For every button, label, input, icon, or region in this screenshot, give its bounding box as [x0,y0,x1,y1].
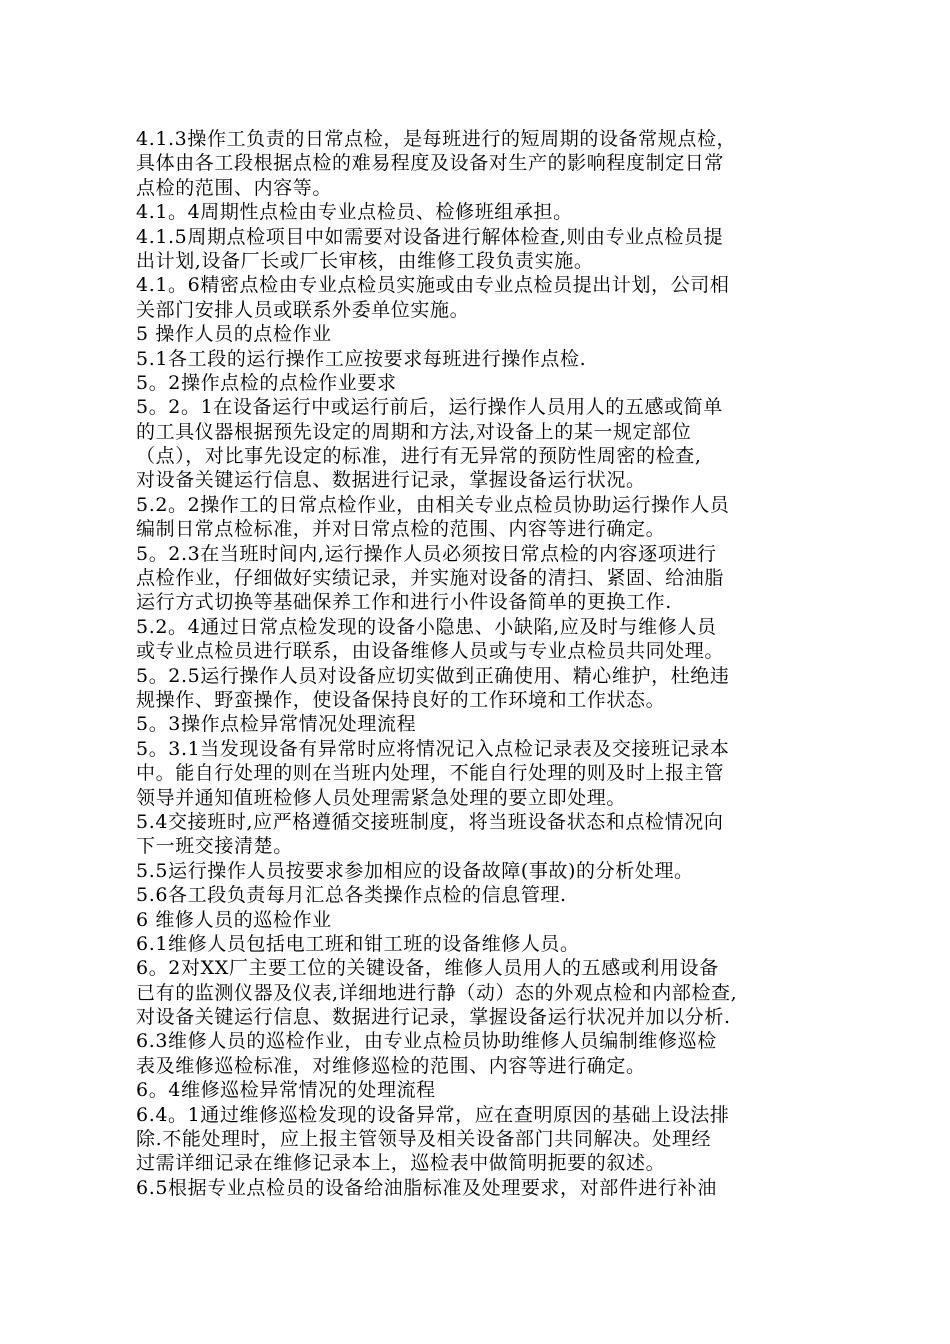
text-line: 5。3操作点检异常情况处理流程 [136,713,417,736]
text-line: 表及维修巡检标准，对维修巡检的范围、内容等进行确定。 [136,1054,646,1077]
text-line: 具体由各工段根据点检的难易程度及设备对生产的影响程度制定日常 [136,152,725,175]
text-line: 编制日常点检标准，并对日常点检的范围、内容等进行确定。 [136,518,666,541]
text-line: 规操作、野蛮操作，使设备保持良好的工作环境和工作状态。 [136,688,666,711]
text-line: 6.1维修人员包括电工班和钳工班的设备维修人员。 [136,932,580,955]
text-line: 5。2.3在当班时间内,运行操作人员必须按日常点检的内容逐项进行 [136,542,717,565]
text-line: 下一班交接清楚。 [136,835,293,858]
text-line: 中。能自行处理的则在当班内处理，不能自行处理的则及时上报主管 [136,762,725,785]
text-line: 过需详细记录在维修记录本上，巡检表中做简明扼要的叙述。 [136,1152,666,1175]
text-line: 关部门安排人员或联系外委单位实施。 [136,298,470,321]
text-line: 5 操作人员的点检作业 [136,323,332,346]
text-line: 6 维修人员的巡检作业 [136,908,332,931]
text-line: 4.1.5周期点检项目中如需要对设备进行解体检查,则由专业点检员提 [136,225,724,248]
text-line: 6。2对XX厂主要工位的关键设备，维修人员用人的五感或利用设备 [136,957,719,980]
text-line: 点检的范围、内容等。 [136,176,333,199]
text-line: 5。2。1在设备运行中或运行前后，运行操作人员用人的五感或简单 [136,396,723,419]
text-line: 6。4维修巡检异常情况的处理流程 [136,1079,436,1102]
text-line: 6.5根据专业点检员的设备给油脂标准及处理要求，对部件进行补油 [136,1176,717,1199]
document-body [136,127,816,1200]
text-line: （点），对比事先设定的标准，进行有无异常的预防性周密的检查, [136,445,702,468]
text-line: 5.2。4通过日常点检发现的设备小隐患、小缺陷,应及时与维修人员 [136,615,717,638]
text-line: 领导并通知值班检修人员处理需紧急处理的要立即处理。 [136,786,627,809]
text-line: 5。2.5运行操作人员对设备应切实做到正确使用、精心维护，杜绝违 [136,664,730,687]
text-line: 6.4。1通过维修巡检发现的设备异常，应在查明原因的基础上设法排 [136,1103,730,1126]
text-line: 6.3维修人员的巡检作业，由专业点检员协助维修人员编制维修巡检 [136,1030,717,1053]
text-line: 5.6各工段负责每月汇总各类操作点检的信息管理. [136,884,567,907]
text-line: 或专业点检员进行联系，由设备维修人员或与专业点检员共同处理。 [136,640,725,663]
text-line: 4.1。4周期性点检由专业点检员、检修班组承担。 [136,201,573,224]
text-line: 5.4交接班时,应严格遵循交接班制度，将当班设备状态和点检情况向 [136,810,724,833]
text-line: 的工具仪器根据预先设定的周期和方法,对设备上的某一规定部位 [136,420,692,443]
text-line: 5.5运行操作人员按要求参加相应的设备故障(事故)的分析处理。 [136,859,694,882]
text-line: 除.不能处理时，应上报主管领导及相关设备部门共同解决。处理经 [136,1128,712,1151]
text-line: 运行方式切换等基础保养工作和进行小件设备简单的更换工作. [136,591,672,614]
text-line: 5.1各工段的运行操作工应按要求每班进行操作点检. [136,347,587,370]
text-line: 5.2。2操作工的日常点检作业，由相关专业点检员协助运行操作人员 [136,493,730,516]
text-line: 对设备关键运行信息、数据进行记录，掌握设备运行状况并加以分析. [136,1006,731,1029]
text-line: 5。2操作点检的点检作业要求 [136,371,397,394]
text-line: 5。3.1当发现设备有异常时应将情况记入点检记录表及交接班记录本 [136,737,730,760]
text-line: 对设备关键运行信息、数据进行记录，掌握设备运行状况。 [136,469,646,492]
text-line: 出计划,设备厂长或厂长审核，由维修工段负责实施。 [136,249,594,272]
text-line: 点检作业，仔细做好实绩记录，并实施对设备的清扫、紧固、给油脂 [136,567,725,590]
text-line: 4.1。6精密点检由专业点检员实施或由专业点检员提出计划，公司相 [136,274,730,297]
text-line: 4.1.3操作工负责的日常点检，是每班进行的短周期的设备常规点检， [136,128,737,150]
text-line: 已有的监测仪器及仪表,详细地进行静（动）态的外观点检和内部检查, [136,981,738,1004]
